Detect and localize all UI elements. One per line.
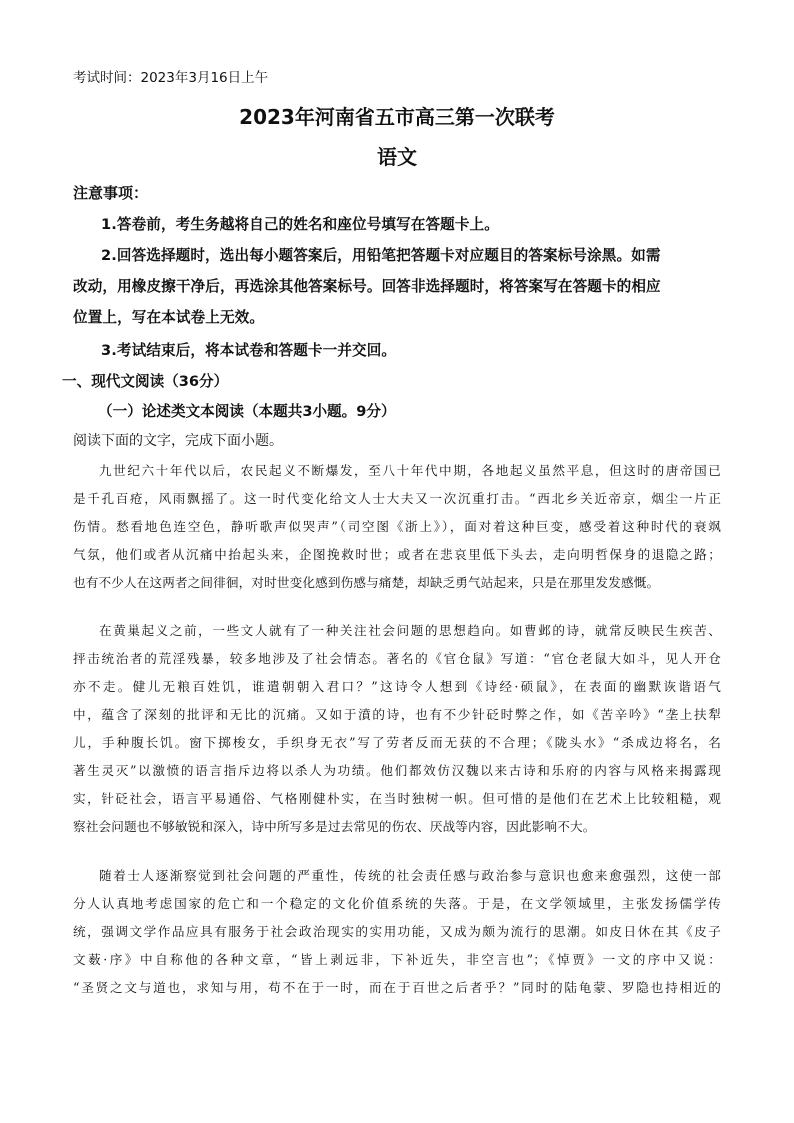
passage-paragraph-1: [73, 457, 721, 597]
passage-paragraph-3: [73, 862, 721, 1002]
passage-paragraph-2: [73, 617, 721, 841]
subject-title: 语文: [377, 145, 417, 169]
notice-item-2-line-1: 2.回答选择题时，选出每小题答案后，用铅笔把答题卡对应题目的答案标号涂黑。如需: [101, 247, 661, 264]
passage-line: 抨击统治者的荒淫残暴，较多地涉及了社会情态。著名的《官仓鼠》写道：“官仓老鼠大如斗，见人开仓: [73, 651, 721, 666]
notice-item-2-line-3: 位置上，写在本试卷上无效。: [73, 309, 265, 326]
passage-line: 文薮·序》中自称他的各种文章，“皆上剥远非，下补近失，非空言也”；《悼贾》一文的序中又说：: [73, 952, 721, 967]
passage-line: 中，蕴含了深刻的批评和无比的沉痛。又如于濆的诗，也有不少针砭时弊之作，如《苦辛吟》“垄上扶犁: [73, 707, 721, 722]
passage-line: 分人认真地考虑国家的危亡和一个稳定的文化价值系统的失落。于是，在文学领域里，主张发扬儒学传: [73, 896, 721, 911]
section-heading-part1: 一、现代文阅读（36分）: [62, 373, 229, 390]
section-subheading: （一）论述类文本阅读（本题共3小题。9分）: [98, 403, 396, 420]
passage-line: 亦不走。健儿无粮百姓饥，谁遣朝朝入君口？”这诗令人想到《诗经·硕鼠》，在表面的幽默诙谐语气: [73, 679, 721, 694]
passage-line: 伤情。愁看地色连空色，静听歌声似哭声”（司空图《浙上》），面对着这种巨变，感受着这种时代的衰飒: [73, 519, 721, 534]
passage-line: 九世纪六十年代以后，农民起义不断爆发，至八十年代中期，各地起义虽然平息，但这时的唐帝国已: [99, 463, 721, 478]
passage-line: 著生灵灭”以激愤的语言指斥边将以杀人为功绩。他们都效仿汉魏以来古诗和乐府的内容与风格来揭露现: [73, 763, 721, 778]
passage-line: “圣贤之文与道也，求知与用，苟不在于一时，而在于百世之后者乎？”同时的陆龟蒙、罗隐也持相近的: [73, 980, 721, 995]
passage-line: 是千孔百疮，风雨飘摇了。这一时代变化给文人士大夫又一次沉重打击。“西北乡关近帝京，烟尘一片正: [73, 491, 721, 506]
notice-item-1: 1.答卷前，考生务越将自己的姓名和座位号填写在答题卡上。: [101, 216, 499, 233]
notice-item-2-line-2: 改动，用橡皮擦干净后，再选涂其他答案标号。回答非选择题时，将答案写在答题卡的相应: [73, 278, 661, 295]
exam-title: 2023年河南省五市高三第一次联考: [239, 105, 555, 129]
passage-line: 统，强调文学作品应具有服务于社会政治现实的实用功能，又成为颇为流行的思潮。如皮日休在其《皮子: [73, 924, 721, 939]
passage-line: 实，针砭社会，语言平易通俗、气格刚健朴实，在当时独树一帜。但可惜的是他们在艺术上比较粗糙，观: [73, 791, 721, 806]
passage-line: 在黄巢起义之前，一些文人就有了一种关注社会问题的思想趋向。如曹邺的诗，就常反映民生疾苦、: [99, 623, 721, 638]
notice-item-3: 3.考试结束后，将本试卷和答题卡一并交回。: [101, 342, 397, 359]
passage-line: 也有不少人在这两者之间徘徊，对时世变化感到伤感与痛楚，却缺乏勇气站起来，只是在那里发发感慨。: [73, 575, 660, 590]
passage-line: 察社会问题也不够敏锐和深入，诗中所写多是过去常见的伤农、厌战等内容，因此影响不大。: [73, 819, 596, 834]
reading-instruction: 阅读下面的文字，完成下面小题。: [73, 433, 283, 449]
passage-line: 随着士人逐渐察觉到社会问题的严重性，传统的社会责任感与政治参与意识也愈来愈强烈，这使一部: [99, 868, 721, 883]
passage-line: 气氛，他们或者从沉痛中抬起头来，企图挽救时世；或者在悲哀里低下头去，走向明哲保身的退隐之路；: [73, 547, 721, 562]
notice-heading: 注意事项：: [73, 184, 149, 202]
passage-line: 儿，手种腹长饥。窗下掷梭女，手织身无衣”写了劳者反而无获的不合理；《陇头水》“杀成边将名，名: [73, 735, 721, 750]
exam-time: 考试时间：2023年3月16日上午: [73, 70, 269, 86]
